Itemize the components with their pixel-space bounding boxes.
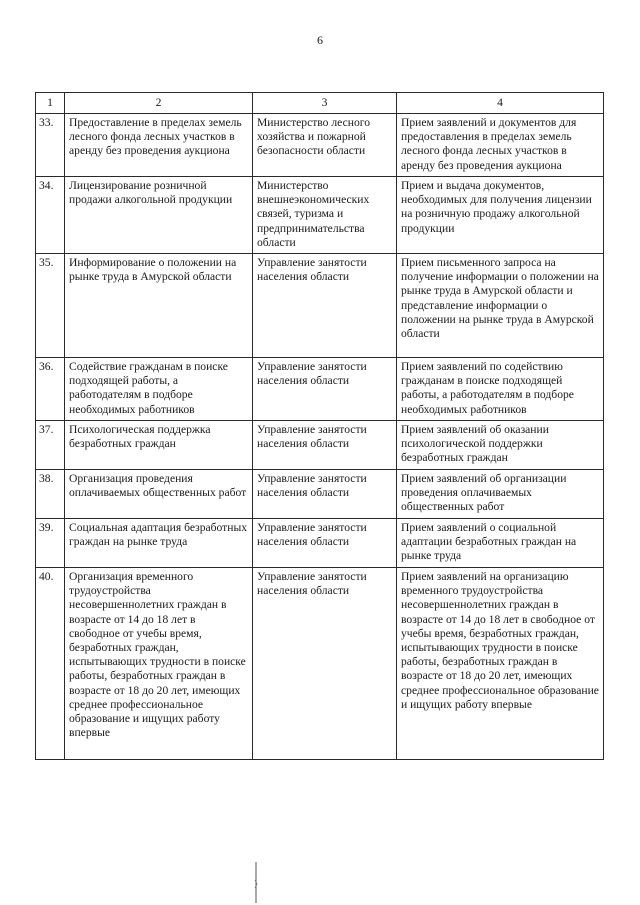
agency-name: Управление занятости населения области (253, 470, 397, 519)
service-name: Предоставление в пределах земель лесного фонда лесных участков в аренду без проведения аукциона (65, 114, 253, 177)
service-action: Прием заявлений об организации проведения оплачиваемых общественных работ (397, 470, 604, 519)
table-body (36, 114, 604, 760)
table-row (36, 421, 604, 470)
service-action: Прием заявлений и документов для предоставления в пределах земель лесного фонда лесных участков в аренду без проведения аукциона (397, 114, 604, 177)
service-action: Прием заявлений об оказании психологической поддержки безработных граждан (397, 421, 604, 470)
table-row (36, 114, 604, 177)
agency-name: Управление занятости населения области (253, 421, 397, 470)
table-row (36, 177, 604, 254)
agency-name: Управление занятости населения области (253, 568, 397, 760)
service-name: Информирование о положении на рынке труда в Амурской области (65, 254, 253, 358)
row-number: 40. (36, 568, 65, 760)
table-row (36, 254, 604, 358)
table-row (36, 358, 604, 421)
service-name: Организация проведения оплачиваемых общественных работ (65, 470, 253, 519)
service-name: Психологическая поддержка безработных граждан (65, 421, 253, 470)
agency-name: Управление занятости населения области (253, 254, 397, 358)
agency-name: Министерство внешнеэкономических связей, туризма и предпринимательства области (253, 177, 397, 254)
column-header-1: 1 (36, 93, 65, 114)
service-name: Лицензирование розничной продажи алкогольной продукции (65, 177, 253, 254)
services-table (35, 92, 604, 760)
row-number: 39. (36, 519, 65, 568)
row-number: 37. (36, 421, 65, 470)
row-number: 36. (36, 358, 65, 421)
column-header-3: 3 (253, 93, 397, 114)
row-number: 34. (36, 177, 65, 254)
service-action: Прием заявлений о социальной адаптации безработных граждан на рынке труда (397, 519, 604, 568)
service-action: Прием и выдача документов, необходимых для получения лицензии на розничную продажу алкогольной продукции (397, 177, 604, 254)
column-header-2: 2 (65, 93, 253, 114)
table-row (36, 470, 604, 519)
header-row (36, 93, 604, 114)
column-header-4: 4 (397, 93, 604, 114)
service-name: Организация временного трудоустройства несовершеннолетних граждан в возрасте от 14 до 18 лет в свободное от учебы время, безработных граждан, испытывающих трудности в поиске работы, безработных граждан в возрасте от 18 до 20 лет, имеющих среднее профессиональное образование и ищущих работу впервые (65, 568, 253, 760)
scan-mark (246, 860, 266, 905)
row-number: 35. (36, 254, 65, 358)
row-number: 33. (36, 114, 65, 177)
table-row (36, 519, 604, 568)
service-action: Прием заявлений на организацию временного трудоустройства несовершеннолетних граждан в возрасте от 14 до 18 лет в свободное от учебы время, безработных граждан, испытывающих трудности в поиске работы, безработных граждан в возрасте от 18 до 20 лет, имеющих среднее профессиональное образование и ищущих работу впервые (397, 568, 604, 760)
page-number: 6 (317, 33, 323, 47)
table-header (36, 93, 604, 114)
agency-name: Министерство лесного хозяйства и пожарной безопасности области (253, 114, 397, 177)
service-name: Социальная адаптация безработных граждан на рынке труда (65, 519, 253, 568)
service-action: Прием письменного запроса на получение информации о положении на рынке труда в Амурской области и представление информации о положении на рынке труда в Амурской области (397, 254, 604, 358)
row-number: 38. (36, 470, 65, 519)
table-row (36, 568, 604, 760)
service-action: Прием заявлений по содействию гражданам в поиске подходящей работы, а работодателям в подборе необходимых работников (397, 358, 604, 421)
service-name: Содействие гражданам в поиске подходящей работы, а работодателям в подборе необходимых работников (65, 358, 253, 421)
agency-name: Управление занятости населения области (253, 519, 397, 568)
agency-name: Управление занятости населения области (253, 358, 397, 421)
